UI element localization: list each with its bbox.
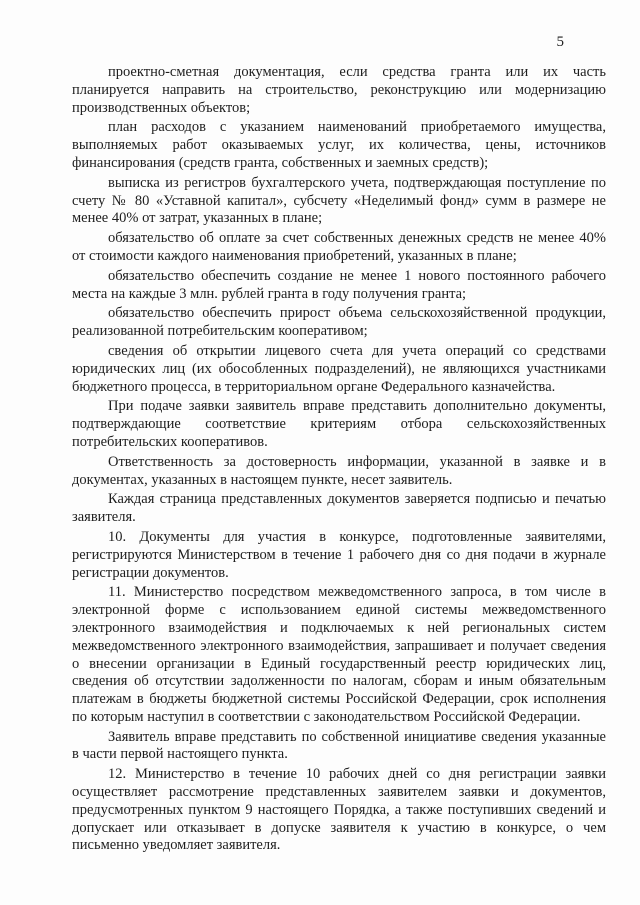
paragraph-page-certification: Каждая страница представленных документов заверяется подписью и печатью заявителя. [72,491,606,526]
paragraph-applicant-initiative: Заявитель вправе представить по собственной инициативе сведения указанные в части первой настоящего пункта. [72,728,606,763]
paragraph-job-creation-obligation: обязательство обеспечить создание не менее 1 нового постоянного рабочего места на каждые 3 млн. рублей гранта в году получения гранта; [72,267,606,302]
document-body [72,64,606,857]
paragraph-responsibility: Ответственность за достоверность информации, указанной в заявке и в документах, указанных в настоящем пункте, несет заявитель. [72,453,606,488]
paragraph-design-estimate-documentation: проектно-сметная документация, если средства гранта или их часть планируется направить на строительство, реконструкцию или модернизацию производственных объектов; [72,64,606,116]
paragraph-item-12-review: 12. Министерство в течение 10 рабочих дней со дня регистрации заявки осуществляет рассмотрение представленных заявителем заявки и документов, предусмотренных пунктом 9 настоящего Порядка, а также поступивших сведений и допускает или отказывает в допуске заявителя к участию в конкурсе, о чем письменно уведомляет заявителя. [72,766,606,854]
paragraph-additional-documents: При подаче заявки заявитель вправе представить дополнительно документы, подтверждающие соответствие критериям отбора сельскохозяйственных потребительских кооперативов. [72,398,606,450]
paragraph-expense-plan: план расходов с указанием наименований приобретаемого имущества, выполняемых работ оказываемых услуг, их количества, цены, источников финансирования (средств гранта, собственных и заемных средств); [72,119,606,171]
paragraph-production-growth-obligation: обязательство обеспечить прирост объема сельскохозяйственной продукции, реализованной потребительским кооперативом; [72,305,606,340]
page-number: 5 [556,34,564,50]
paragraph-own-funds-obligation: обязательство об оплате за счет собственных денежных средств не менее 40% от стоимости каждого наименования приобретений, указанных в плане; [72,230,606,264]
paragraph-accounting-statement: выписка из регистров бухгалтерского учета, подтверждающая поступление по счету № 80 «Уставной капитал», субсчету «Неделимый фонд» сумм в размере не менее 40% от затрат, указанных в плане; [72,174,606,227]
paragraph-item-11-interagency-request: 11. Министерство посредством межведомственного запроса, в том числе в электронной форме с использованием единой системы межведомственного электронного взаимодействия и подключаемых к ней региональных систем межведомственного электронного взаимодействия, запрашивает и получает сведения о внесении организации в Единый государственный реестр юридических лиц, сведения об отсутствии задолженности по налогам, сборам и иным обязательным платежам в бюджеты бюджетной системы Российской Федерации, срок исполнения по которым наступил в соответствии с законодательством Российской Федерации. [72,584,606,725]
paragraph-treasury-account-info: сведения об открытии лицевого счета для учета операций со средствами юридических лиц (их обособленных подразделений), не являющихся участниками бюджетного процесса, в территориальном органе Федерального казначейства. [72,342,606,395]
paragraph-item-10-registration: 10. Документы для участия в конкурсе, подготовленные заявителями, регистрируются Министерством в течение 1 рабочего дня со дня подачи в журнале регистрации документов. [72,528,606,581]
